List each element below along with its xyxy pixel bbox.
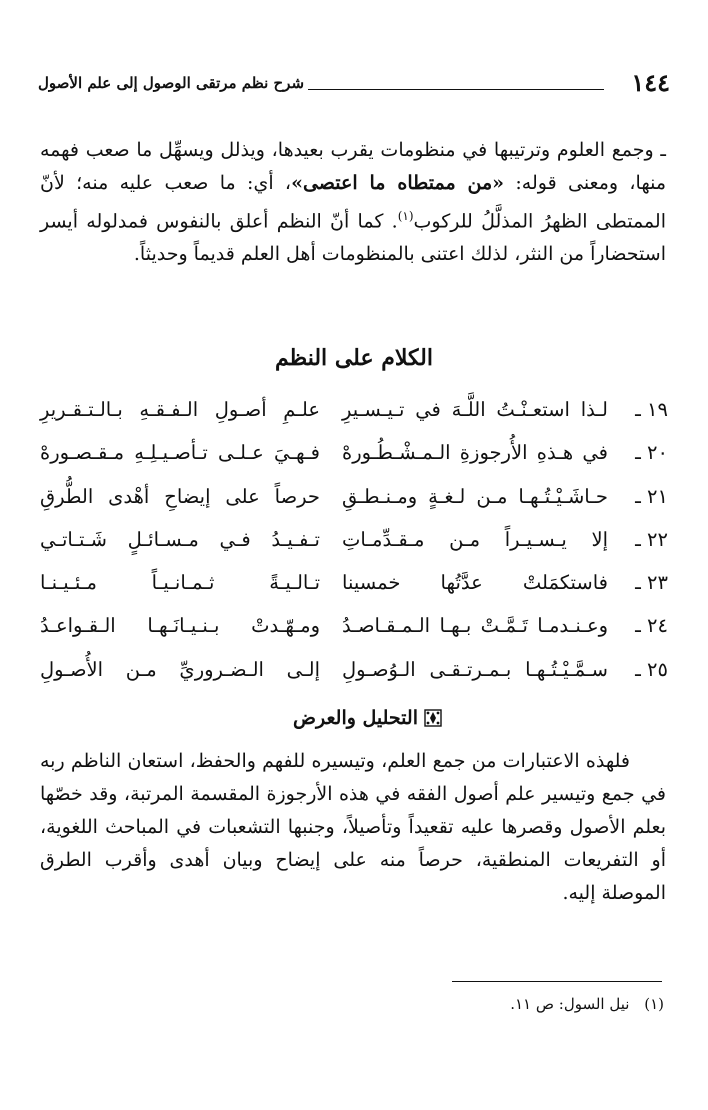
verse-line (40, 561, 668, 604)
verse-second-hemistich: حرصاً على إيضاحِ أهْدى الطُّرقِ (40, 484, 320, 508)
intro-text-3: . كما أنّ النظم أعلق بالنفوس فمدلوله أيسر استحضاراً من النثر، لذلك اعتنى بالمنظومات أهل العلم قديماً وحديثاً. (40, 210, 666, 266)
header-title: شرح نظم مرتقى الوصول إلى علم الأصول (38, 74, 305, 92)
analysis-title: التحليل والعرض (293, 707, 418, 729)
intro-quote: «من ممتطاه ما اعتصى» (291, 172, 505, 194)
verse-second-hemistich: فـهـيَ عـلـى تـأصـيـلِـهِ مـقـصـورهْ (40, 441, 320, 465)
verse-number: ٢٤ ـ (635, 614, 668, 638)
verse-number: ١٩ ـ (635, 398, 668, 421)
section-title: الكلام على النظم (275, 345, 433, 371)
intro-paragraph (40, 134, 666, 271)
verse-second-hemistich: تـفـيـدُ فـي مـسـائـلٍ شَـتـاتـي (40, 527, 320, 551)
verse-second-hemistich: إلـى الـضـروريِّ مـن الأُصـولِ (40, 657, 320, 681)
verse-line (40, 518, 668, 561)
ornament-icon (424, 709, 442, 727)
verse-line (40, 648, 668, 691)
verse-first-hemistich: حـاشَـيْـتُـهـا مـن لـغـةٍ ومـنـطـقِ (342, 484, 608, 508)
verse-second-hemistich: تـالـيـةً ثـمـانـيـاً مـئـيـنـا (40, 571, 320, 595)
verse-number: ٢٠ ـ (635, 441, 668, 465)
verse-number: ٢٢ ـ (635, 527, 668, 551)
analysis-paragraph: فلهذه الاعتبارات من جمع العلم، وتيسيره للفهم والحفظ، استعان الناظم ربه في جمع وتيسير علم أصول الفقه في هذه الأرجوزة المقسمة المرتبة، وقد خصّها بعلم الأصول وقصرها عليه تقعيداً وتأصيلاً، وجنبها التشعبات في المباحث اللغوية، أو التفريعات المنطقية، حرصاً منه على إيضاح وبيان أهدى وأقرب الطرق الموصلة إليه. (40, 750, 666, 904)
verse-line (40, 604, 668, 647)
verses-block (40, 388, 668, 691)
intro-text-1: ـ وجمع العلوم وترتيبها في منظومات يقرب بعيدها، ويذلل ويسهِّل ما صعب فهمه منها، ومعنى قوله: (40, 139, 666, 194)
verse-line (40, 431, 668, 474)
footnote-marker: (١) (644, 995, 664, 1013)
verse-line (40, 475, 668, 518)
intro-text-2: ، أي: ما صعب عليه منه؛ لأنّ الممتطى الظهرُ المذلَّلُ للركوب (40, 172, 666, 233)
footnote-text: نيل السول: ص ١١. (510, 995, 630, 1013)
footnote-rule (452, 981, 662, 982)
page-number: ١٤٤ (631, 68, 670, 97)
running-header (38, 68, 670, 98)
verse-line (40, 388, 668, 431)
analysis-heading (293, 703, 442, 733)
verse-second-hemistich: ومـهّـدتْ بـنـيـانَـهـا الـقـواعـدُ (40, 614, 320, 638)
verse-first-hemistich: سـمَّـيْـتُـهـا بـمـرتـقـى الـوُصـولِ (342, 657, 608, 681)
verse-first-hemistich: فاستكمَلتْ عدَّتُها خمسينا (342, 571, 608, 595)
footnote-reference: (١) (397, 209, 414, 223)
verse-first-hemistich: وعـنـدمـا تَـمَّـتْ بـهـا الـمـقـاصـدُ (342, 614, 608, 638)
verse-number: ٢١ ـ (635, 484, 668, 508)
header-rule (308, 89, 604, 90)
verse-second-hemistich: علـمِ أصـولِ الـفـقـهِ بـالـتـقـريرِ (40, 398, 320, 421)
verse-first-hemistich: إلا يـسـيـراً مـن مـقـدِّمـاتِ (342, 527, 608, 551)
verse-first-hemistich: في هـذهِ الأُرجوزةِ الـمـشْـطُـورهْ (342, 441, 608, 465)
verse-first-hemistich: لـذا استعـنْـتُ اللَّـهَ في تـيـسـيرِ (342, 398, 608, 421)
verse-number: ٢٥ ـ (635, 657, 668, 681)
footnote (510, 992, 664, 1016)
verse-number: ٢٣ ـ (635, 571, 668, 595)
